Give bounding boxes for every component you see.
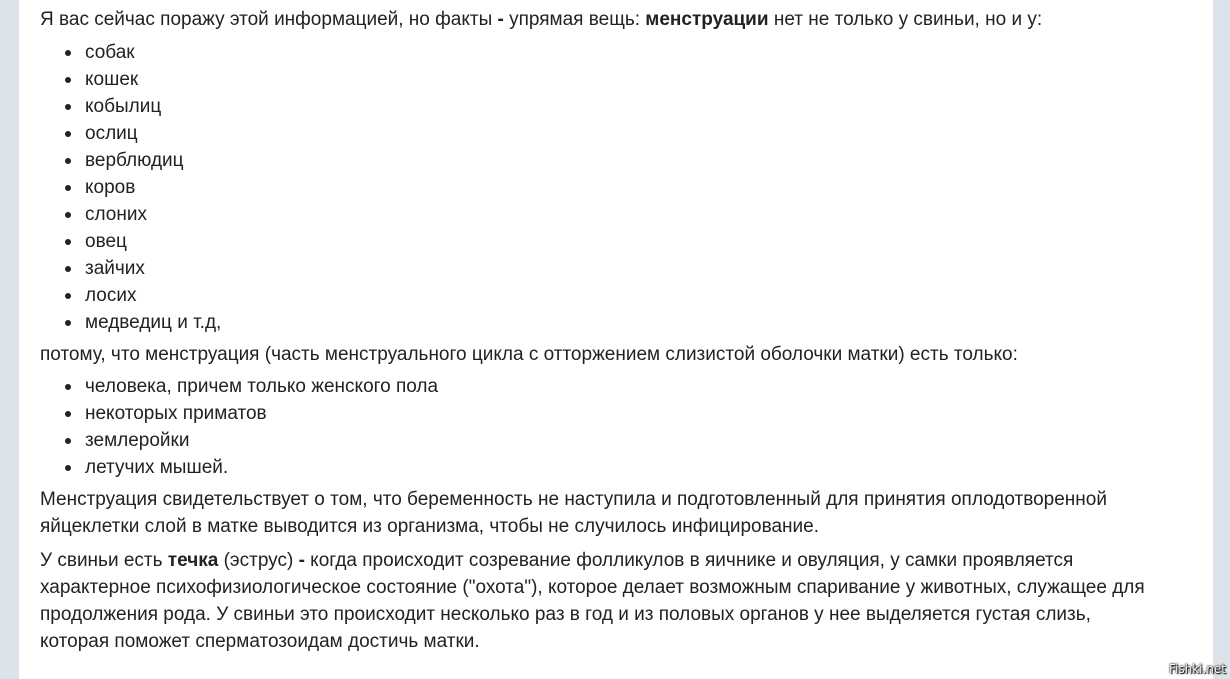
list-item: слоних [85,201,1190,228]
estrus-dash: - [298,550,305,571]
paragraph-line: Менструация свидетельствует о том, что беременность не наступила и подготовленный для принятия оплодотворенной [40,489,1107,510]
paragraph-line: характерное психофизиологическое состояние ("охота"), которое делает возможным спаривание у животных, служащее для [40,577,1145,598]
intro-dash: - [497,9,504,30]
list-item: овец [85,228,1190,255]
list-item: собак [85,39,1190,66]
list-item: зайчих [85,255,1190,282]
list-item: кошек [85,66,1190,93]
list-item: землеройки [85,427,1190,454]
paragraph-text: когда происходит созревание фолликулов в яичнике и овуляция, у самки проявляется [304,550,1074,571]
watermark-logo: Fishki.net [1168,662,1226,676]
list-item: лосих [85,282,1190,309]
list-item: верблюдиц [85,147,1190,174]
intro-text-2: упрямая вещь: [503,9,646,30]
animals-with-list [40,373,1190,481]
list-item: коров [85,174,1190,201]
list-item: летучих мышей. [85,454,1190,481]
list-item: кобылиц [85,93,1190,120]
content-frame [19,0,1213,679]
article-body [40,6,1190,655]
paragraph-text: У свиньи есть [40,550,168,571]
list-item: человека, причем только женского пола [85,373,1190,400]
intro-text-3: нет не только у свиньи, но и у: [768,9,1043,30]
intro-paragraph [40,6,1190,33]
paragraph-line: продолжения рода. У свиньи это происходит несколько раз в год и из половых органов у нее выделяется густая слизь, [40,604,1091,625]
because-paragraph: потому, что менструация (часть менструального цикла с отторжением слизистой оболочки матки) есть только: [40,344,1018,365]
intro-bold-term: менструации [645,9,769,30]
paragraph-line: яйцеклетки слой в матке выводится из организма, чтобы не случилось инфицирование. [40,516,819,537]
intro-text-1: Я вас сейчас поражу этой информацией, но факты [40,9,498,30]
estrus-paragraph [40,547,1190,655]
paragraph-line: которая поможет сперматозоидам достичь матки. [40,631,480,652]
estrus-bold-term: течка [167,550,219,571]
list-item: ослиц [85,120,1190,147]
paragraph-text: (эструс) [218,550,299,571]
animals-without-list [40,39,1190,336]
list-item: некоторых приматов [85,400,1190,427]
menstruation-paragraph [40,486,1190,540]
list-item: медведиц и т.д, [85,309,1190,336]
